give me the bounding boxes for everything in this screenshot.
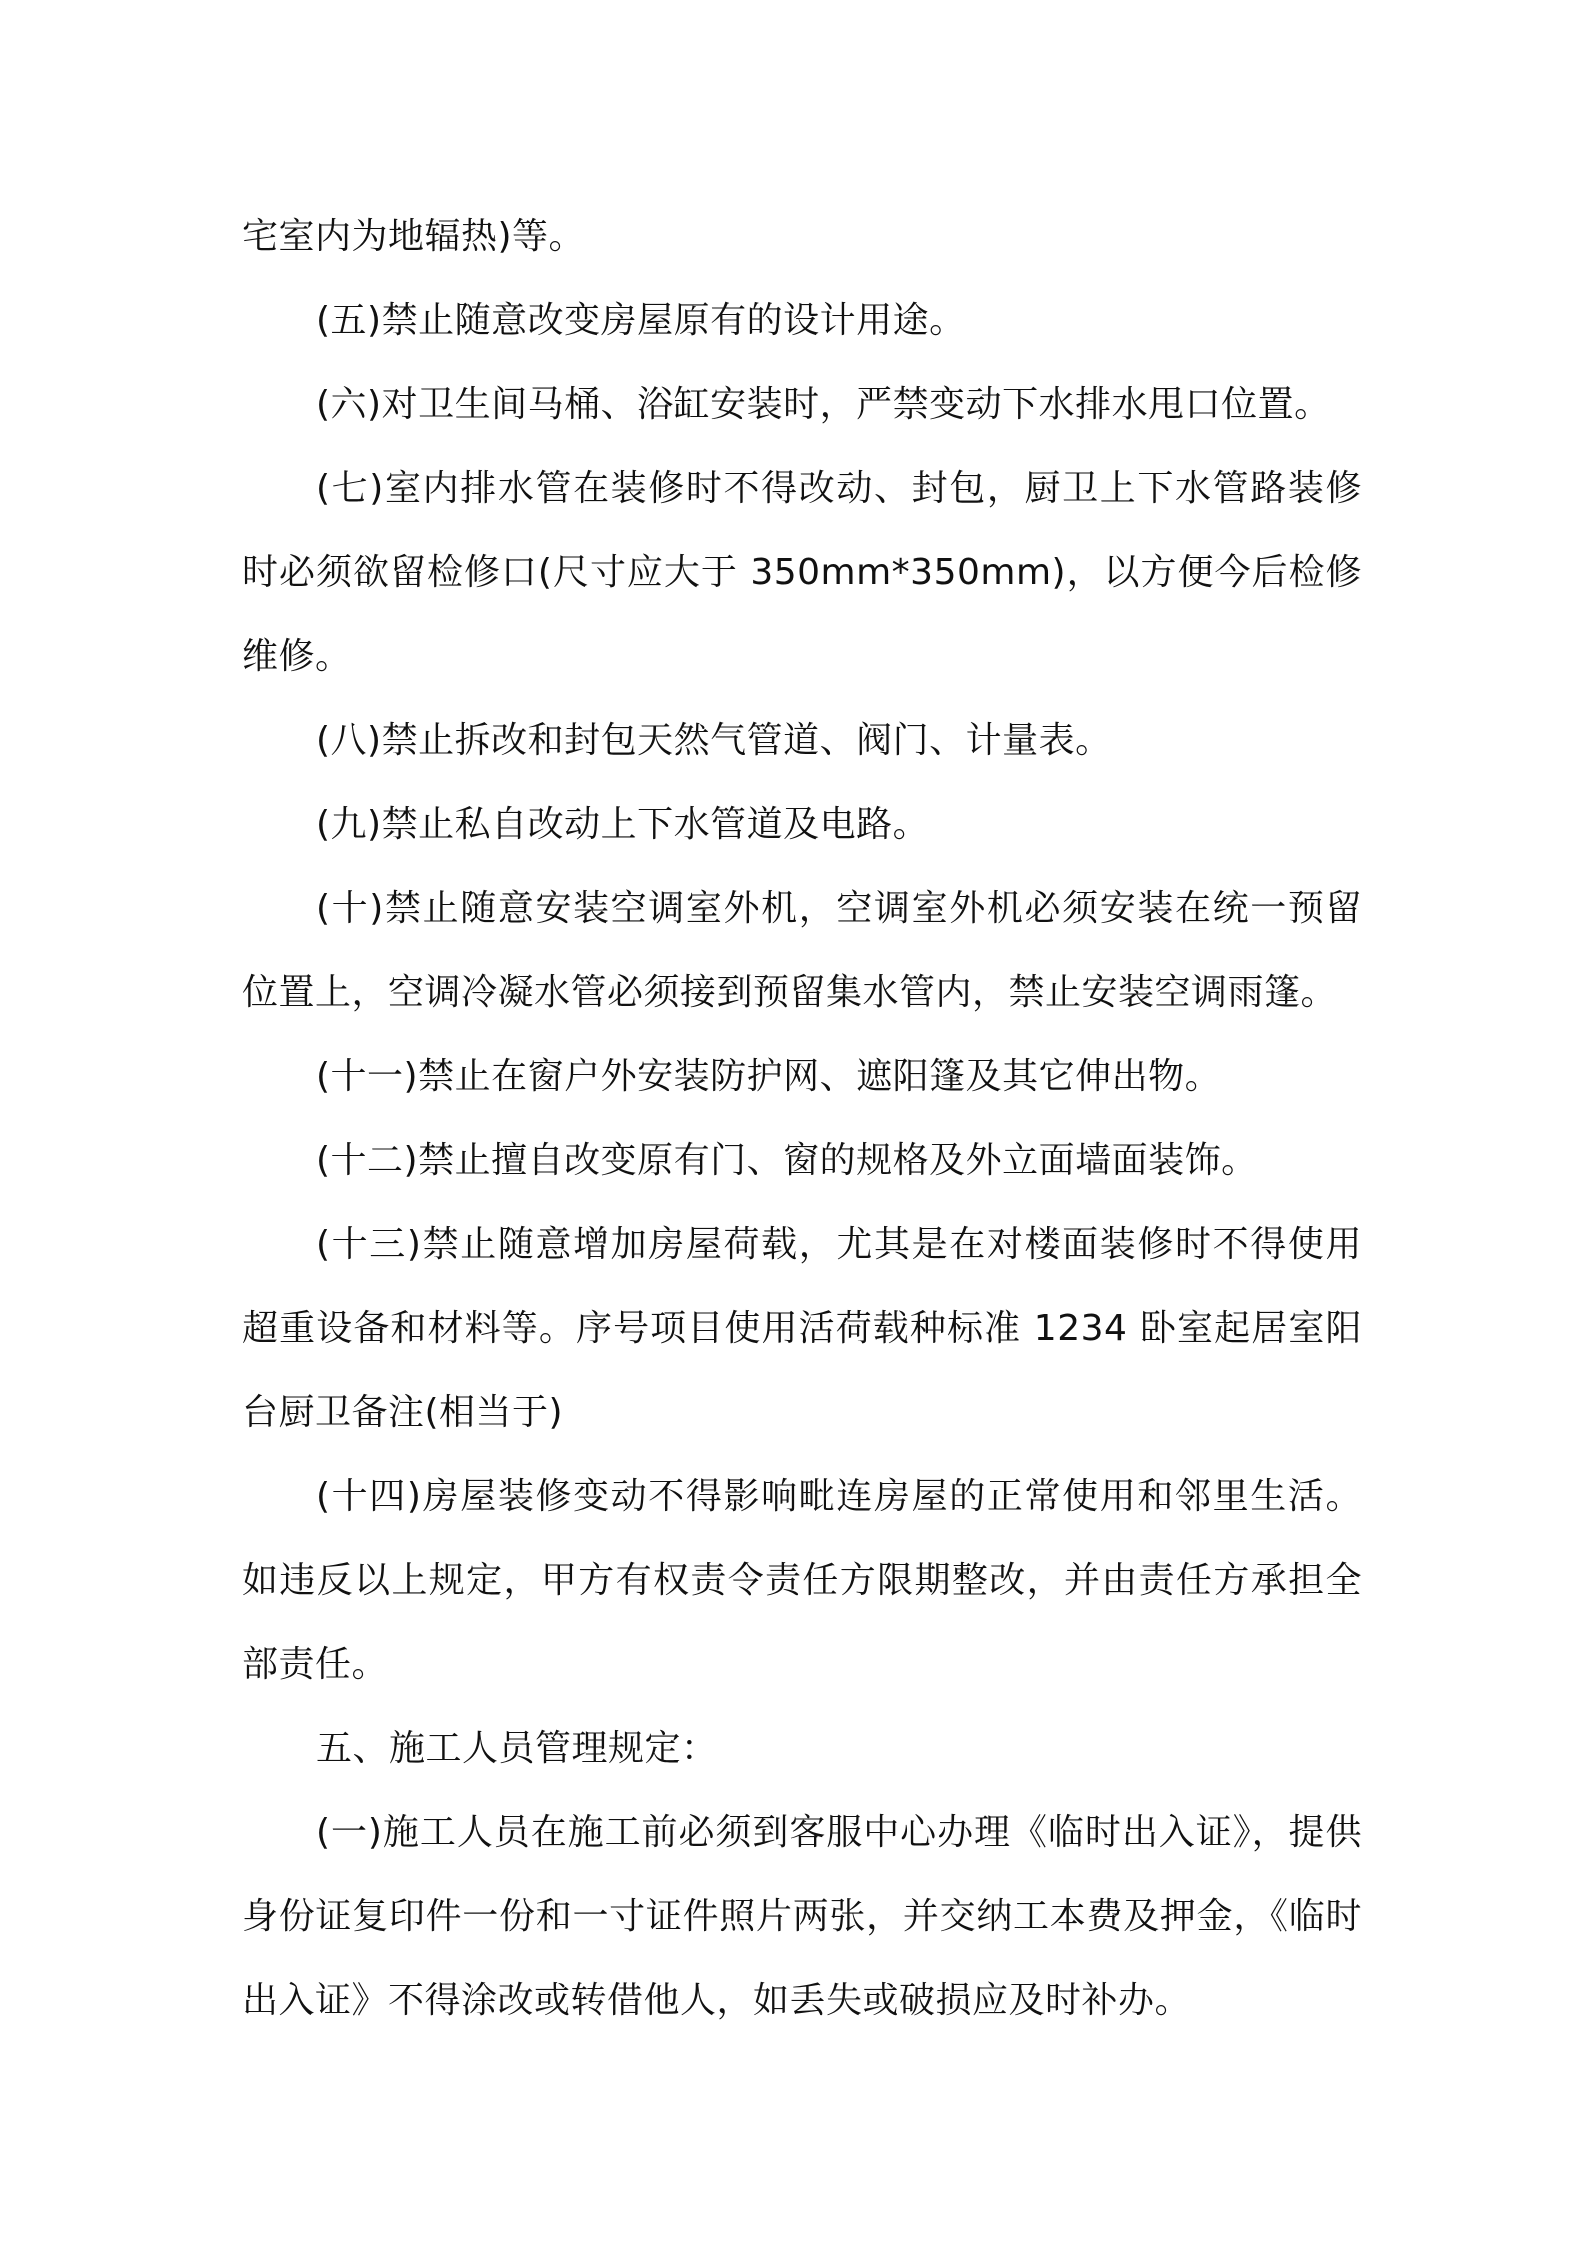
- paragraph: (一)施工人员在施工前必须到客服中心办理《临时出入证》，提供身份证复印件一份和一寸证件照片两张，并交纳工本费及押金，《临时出入证》不得涂改或转借他人，如丢失或破损应及时补办。: [242, 1812, 1362, 2021]
- document-body: [242, 195, 1362, 2043]
- paragraph: (十四)房屋装修变动不得影响毗连房屋的正常使用和邻里生活。如违反以上规定，甲方有权责令责任方限期整改，并由责任方承担全部责任。: [242, 1476, 1362, 1685]
- paragraph: (九)禁止私自改动上下水管道及电路。: [316, 804, 930, 845]
- paragraph: (十二)禁止擅自改变原有门、窗的规格及外立面墙面装饰。: [316, 1140, 1258, 1181]
- paragraph: (七)室内排水管在装修时不得改动、封包，厨卫上下水管路装修时必须欲留检修口(尺寸应大于 350mm*350mm)，以方便今后检修维修。: [242, 468, 1362, 677]
- paragraph: (十三)禁止随意增加房屋荷载，尤其是在对楼面装修时不得使用超重设备和材料等。序号项目使用活荷载种标准 1234 卧室起居室阳台厨卫备注(相当于): [242, 1224, 1362, 1433]
- section-heading: 五、施工人员管理规定：: [316, 1728, 718, 1769]
- paragraph: 宅室内为地辐热)等。: [242, 216, 586, 257]
- paragraph: (五)禁止随意改变房屋原有的设计用途。: [316, 300, 966, 341]
- paragraph: (八)禁止拆改和封包天然气管道、阀门、计量表。: [316, 720, 1112, 761]
- paragraph: (六)对卫生间马桶、浴缸安装时，严禁变动下水排水甩口位置。: [316, 384, 1331, 425]
- paragraph: (十)禁止随意安装空调室外机，空调室外机必须安装在统一预留位置上，空调冷凝水管必须接到预留集水管内，禁止安装空调雨篷。: [242, 888, 1362, 1013]
- paragraph: (十一)禁止在窗户外安装防护网、遮阳篷及其它伸出物。: [316, 1056, 1222, 1097]
